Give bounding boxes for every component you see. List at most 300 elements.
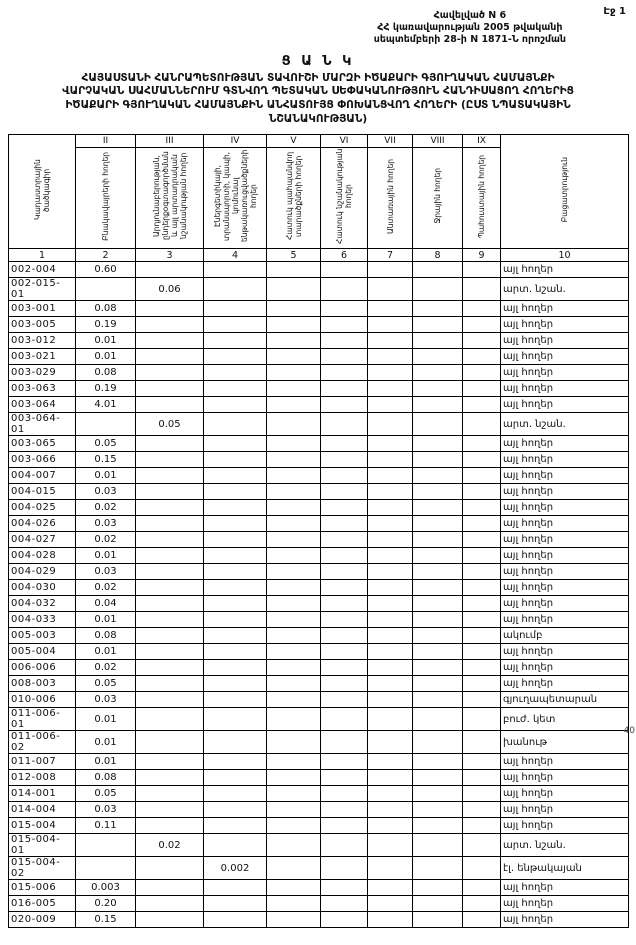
area-value-cell xyxy=(204,912,267,928)
area-value-cell xyxy=(267,912,321,928)
area-value-cell xyxy=(136,349,204,365)
area-value-cell xyxy=(368,834,413,857)
area-value-cell xyxy=(413,468,463,484)
area-value-cell xyxy=(267,548,321,564)
area-value-cell xyxy=(368,436,413,452)
explanation-cell: այլ հողեր xyxy=(501,397,629,413)
area-value-cell xyxy=(204,628,267,644)
column-number-row xyxy=(9,249,629,262)
cadastral-code-cell: 003-063 xyxy=(9,381,76,397)
area-value-cell xyxy=(321,857,368,880)
explanation-cell: այլ հողեր xyxy=(501,770,629,786)
area-value-cell xyxy=(204,397,267,413)
cadastral-code-cell: 011-007 xyxy=(9,754,76,770)
area-value-cell: 4.01 xyxy=(76,397,136,413)
table-row xyxy=(9,818,629,834)
explanation-cell: էլ. ենթակայան xyxy=(501,857,629,880)
explanation-cell: այլ հողեր xyxy=(501,333,629,349)
area-value-cell xyxy=(136,896,204,912)
area-value-cell xyxy=(413,301,463,317)
column-header-explanation xyxy=(501,135,629,249)
cadastral-code-cell: 014-001 xyxy=(9,786,76,802)
area-value-cell: 0.04 xyxy=(76,596,136,612)
area-value-cell xyxy=(463,516,501,532)
area-value-cell xyxy=(413,708,463,731)
table-row xyxy=(9,754,629,770)
area-value-cell xyxy=(76,834,136,857)
area-value-cell xyxy=(204,834,267,857)
area-value-cell xyxy=(321,708,368,731)
area-value-cell: 0.05 xyxy=(76,436,136,452)
area-value-cell xyxy=(267,802,321,818)
table-row xyxy=(9,301,629,317)
area-value-cell xyxy=(368,676,413,692)
area-value-cell xyxy=(204,731,267,754)
area-value-cell xyxy=(321,452,368,468)
cadastral-code-cell: 003-065 xyxy=(9,436,76,452)
subtitle-line: ՀԱՅԱՍՏԱՆԻ ՀԱՆՐԱՊԵՏՈՒԹՅԱՆ ՏԱՎՈՒՇԻ ՄԱՐԶԻ ԻԾԱՔԱՐԻ ԳՅՈՒՂԱԿԱՆ ՀԱՄԱՅՆՔԻ xyxy=(81,71,555,84)
area-value-cell xyxy=(321,802,368,818)
area-value-cell xyxy=(136,754,204,770)
column-number: 5 xyxy=(267,249,321,262)
area-value-cell xyxy=(267,896,321,912)
area-value-cell xyxy=(136,802,204,818)
area-value-cell: 0.01 xyxy=(76,731,136,754)
explanation-cell: այլ հողեր xyxy=(501,452,629,468)
area-value-cell xyxy=(267,660,321,676)
area-value-cell xyxy=(463,731,501,754)
cadastral-code-cell: 004-007 xyxy=(9,468,76,484)
area-value-cell xyxy=(204,365,267,381)
area-value-cell xyxy=(204,436,267,452)
area-value-cell xyxy=(463,692,501,708)
area-value-cell xyxy=(413,333,463,349)
area-value-cell xyxy=(204,676,267,692)
area-value-cell xyxy=(463,365,501,381)
area-value-cell xyxy=(267,333,321,349)
explanation-cell: այլ հողեր xyxy=(501,381,629,397)
explanation-cell: այլ հողեր xyxy=(501,564,629,580)
area-value-cell xyxy=(413,612,463,628)
margin-scan-artifact: 40 xyxy=(623,726,635,736)
area-value-cell xyxy=(204,262,267,278)
column-number: 3 xyxy=(136,249,204,262)
area-value-cell xyxy=(204,381,267,397)
area-value-cell xyxy=(321,596,368,612)
area-value-cell xyxy=(368,500,413,516)
table-row xyxy=(9,484,629,500)
cadastral-code-cell: 004-015 xyxy=(9,484,76,500)
area-value-cell xyxy=(136,365,204,381)
area-value-cell xyxy=(204,278,267,301)
area-value-cell xyxy=(368,381,413,397)
area-value-cell xyxy=(368,413,413,436)
table-row xyxy=(9,834,629,857)
area-value-cell xyxy=(321,436,368,452)
area-value-cell xyxy=(413,912,463,928)
area-value-cell xyxy=(204,532,267,548)
table-body xyxy=(9,262,629,928)
roman-numeral: IX xyxy=(463,135,501,148)
page-number: Էջ 1 xyxy=(603,6,626,17)
table-row xyxy=(9,912,629,928)
area-value-cell xyxy=(267,500,321,516)
roman-numeral: V xyxy=(267,135,321,148)
area-value-cell xyxy=(321,754,368,770)
area-value-cell xyxy=(413,381,463,397)
area-value-cell: 0.60 xyxy=(76,262,136,278)
cadastral-code-cell: 002-015-01 xyxy=(9,278,76,301)
area-value-cell xyxy=(267,692,321,708)
cadastral-code-cell: 014-004 xyxy=(9,802,76,818)
explanation-cell: արտ. նշան. xyxy=(501,278,629,301)
column-header-label: Ջրային հողեր xyxy=(433,168,442,224)
area-value-cell: 0.01 xyxy=(76,333,136,349)
table-row xyxy=(9,436,629,452)
column-header-label: Կադաստրային ծածկագիր xyxy=(33,159,51,221)
column-number: 4 xyxy=(204,249,267,262)
area-value-cell xyxy=(321,660,368,676)
table-row xyxy=(9,770,629,786)
explanation-cell: արտ. նշան. xyxy=(501,413,629,436)
area-value-cell xyxy=(368,912,413,928)
area-value-cell xyxy=(463,532,501,548)
area-value-cell xyxy=(368,564,413,580)
area-value-cell xyxy=(267,834,321,857)
area-value-cell xyxy=(267,262,321,278)
cadastral-code-cell: 003-029 xyxy=(9,365,76,381)
area-value-cell xyxy=(368,468,413,484)
area-value-cell xyxy=(204,564,267,580)
area-value-cell xyxy=(204,786,267,802)
table-row xyxy=(9,676,629,692)
cadastral-code-cell: 003-064-01 xyxy=(9,413,76,436)
column-header-label: Էներգետիկայի, տրանսպորտի, կապի, կոմունալ ենթակառուցվածքների հողեր xyxy=(212,149,258,243)
area-value-cell xyxy=(321,564,368,580)
area-value-cell xyxy=(463,644,501,660)
area-value-cell xyxy=(76,278,136,301)
area-value-cell xyxy=(267,468,321,484)
land-transfer-table xyxy=(8,134,629,928)
area-value-cell xyxy=(413,413,463,436)
area-value-cell xyxy=(204,468,267,484)
area-value-cell xyxy=(413,754,463,770)
roman-numeral: VII xyxy=(368,135,413,148)
cadastral-code-cell: 002-004 xyxy=(9,262,76,278)
cadastral-code-cell: 011-006-02 xyxy=(9,731,76,754)
table-row xyxy=(9,580,629,596)
area-value-cell xyxy=(321,548,368,564)
table-row xyxy=(9,596,629,612)
explanation-cell: այլ հողեր xyxy=(501,644,629,660)
area-value-cell xyxy=(413,731,463,754)
area-value-cell xyxy=(463,802,501,818)
area-value-cell xyxy=(136,301,204,317)
area-value-cell xyxy=(321,580,368,596)
area-value-cell xyxy=(267,644,321,660)
column-number: 10 xyxy=(501,249,629,262)
area-value-cell xyxy=(267,317,321,333)
area-value-cell xyxy=(136,580,204,596)
table-row xyxy=(9,802,629,818)
area-value-cell xyxy=(204,580,267,596)
column-header-reserve-lands xyxy=(463,148,501,249)
area-value-cell xyxy=(267,880,321,896)
area-value-cell xyxy=(267,349,321,365)
explanation-cell: այլ հողեր xyxy=(501,317,629,333)
roman-numeral: II xyxy=(76,135,136,148)
document-title: Ց Ա Ն Կ xyxy=(281,53,355,69)
area-value-cell xyxy=(321,333,368,349)
subtitle-line: ՎԱՐՉԱԿԱՆ ՍԱՀՄԱՆՆԵՐՈՒՄ ԳՏՆՎՈՂ ՊԵՏԱԿԱՆ ՍԵՓԱԿԱՆՈՒԹՅՈՒՆ ՀԱՆԴԻՍԱՑՈՂ ՀՈՂԵՐԻՑ xyxy=(62,85,574,98)
area-value-cell xyxy=(413,596,463,612)
area-value-cell xyxy=(368,802,413,818)
area-value-cell xyxy=(136,880,204,896)
area-value-cell xyxy=(368,397,413,413)
area-value-cell xyxy=(413,262,463,278)
area-value-cell xyxy=(463,333,501,349)
explanation-cell: այլ հողեր xyxy=(501,468,629,484)
explanation-cell: այլ հողեր xyxy=(501,786,629,802)
cadastral-code-cell: 020-009 xyxy=(9,912,76,928)
area-value-cell xyxy=(413,857,463,880)
explanation-cell: այլ հողեր xyxy=(501,596,629,612)
table-row xyxy=(9,278,629,301)
area-value-cell xyxy=(267,612,321,628)
area-value-cell xyxy=(368,731,413,754)
subtitle-line: ՆՇԱՆԱԿՈՒԹՅԱՆ) xyxy=(268,112,368,125)
area-value-cell xyxy=(136,484,204,500)
area-value-cell xyxy=(267,731,321,754)
area-value-cell xyxy=(321,500,368,516)
explanation-cell: այլ հողեր xyxy=(501,912,629,928)
explanation-cell: այլ հողեր xyxy=(501,580,629,596)
annex-line: սեպտեմբերի 28-ի N 1871-Ն որոշման xyxy=(373,33,566,45)
area-value-cell: 0.002 xyxy=(204,857,267,880)
area-value-cell xyxy=(321,770,368,786)
area-value-cell xyxy=(267,452,321,468)
area-value-cell xyxy=(136,532,204,548)
area-value-cell xyxy=(368,692,413,708)
column-header-special-purpose-lands xyxy=(321,148,368,249)
area-value-cell xyxy=(413,397,463,413)
area-value-cell xyxy=(463,436,501,452)
area-value-cell xyxy=(267,532,321,548)
table-row xyxy=(9,262,629,278)
area-value-cell: 0.05 xyxy=(136,413,204,436)
area-value-cell xyxy=(463,262,501,278)
area-value-cell xyxy=(321,468,368,484)
area-value-cell: 0.03 xyxy=(76,564,136,580)
area-value-cell xyxy=(368,548,413,564)
area-value-cell: 0.05 xyxy=(76,676,136,692)
table-row xyxy=(9,896,629,912)
table-row xyxy=(9,381,629,397)
column-number: 1 xyxy=(9,249,76,262)
area-value-cell: 0.03 xyxy=(76,802,136,818)
area-value-cell xyxy=(204,484,267,500)
area-value-cell: 0.08 xyxy=(76,770,136,786)
area-value-cell: 0.01 xyxy=(76,349,136,365)
area-value-cell xyxy=(136,333,204,349)
area-value-cell xyxy=(413,834,463,857)
area-value-cell: 0.02 xyxy=(136,834,204,857)
area-value-cell xyxy=(321,912,368,928)
area-value-cell xyxy=(136,818,204,834)
area-value-cell xyxy=(368,317,413,333)
area-value-cell xyxy=(136,381,204,397)
area-value-cell xyxy=(413,802,463,818)
area-value-cell: 0.02 xyxy=(76,532,136,548)
area-value-cell xyxy=(136,596,204,612)
area-value-cell xyxy=(267,754,321,770)
cadastral-code-cell: 003-012 xyxy=(9,333,76,349)
table-row xyxy=(9,452,629,468)
area-value-cell xyxy=(413,660,463,676)
area-value-cell xyxy=(463,381,501,397)
explanation-cell: այլ հողեր xyxy=(501,500,629,516)
area-value-cell xyxy=(413,452,463,468)
area-value-cell: 0.01 xyxy=(76,644,136,660)
cadastral-code-cell: 004-032 xyxy=(9,596,76,612)
area-value-cell xyxy=(321,484,368,500)
area-value-cell xyxy=(321,262,368,278)
explanation-cell: այլ հողեր xyxy=(501,532,629,548)
table-row xyxy=(9,317,629,333)
area-value-cell xyxy=(463,468,501,484)
area-value-cell: 0.02 xyxy=(76,500,136,516)
area-value-cell xyxy=(204,802,267,818)
cadastral-code-cell: 003-005 xyxy=(9,317,76,333)
column-number: 8 xyxy=(413,249,463,262)
subtitle-line: ԻԾԱՔԱՐԻ ԳՅՈՒՂԱԿԱՆ ՀԱՄԱՅՆՔԻՆ ԱՆՀԱՏՈՒՅՑ ՓՈԽԱՆՑՎՈՂ ՀՈՂԵՐԻ (ԸՍՏ ՆՊԱՏԱԿԱՅԻՆ xyxy=(65,98,571,111)
area-value-cell xyxy=(368,857,413,880)
roman-numeral: IV xyxy=(204,135,267,148)
area-value-cell xyxy=(267,278,321,301)
area-value-cell: 0.01 xyxy=(76,708,136,731)
area-value-cell xyxy=(463,857,501,880)
area-value-cell xyxy=(463,628,501,644)
area-value-cell xyxy=(413,365,463,381)
table-row xyxy=(9,880,629,896)
cadastral-code-cell: 003-001 xyxy=(9,301,76,317)
area-value-cell xyxy=(267,365,321,381)
cadastral-code-cell: 015-004 xyxy=(9,818,76,834)
column-header-protected-lands xyxy=(267,148,321,249)
area-value-cell xyxy=(463,413,501,436)
area-value-cell xyxy=(413,818,463,834)
area-value-cell xyxy=(321,834,368,857)
table-row xyxy=(9,548,629,564)
table-row xyxy=(9,397,629,413)
area-value-cell xyxy=(321,397,368,413)
area-value-cell xyxy=(463,580,501,596)
area-value-cell xyxy=(321,612,368,628)
area-value-cell xyxy=(413,896,463,912)
area-value-cell xyxy=(368,365,413,381)
area-value-cell: 0.19 xyxy=(76,381,136,397)
explanation-cell: այլ հողեր xyxy=(501,262,629,278)
area-value-cell xyxy=(463,301,501,317)
cadastral-code-cell: 003-021 xyxy=(9,349,76,365)
area-value-cell: 0.02 xyxy=(76,580,136,596)
area-value-cell xyxy=(321,365,368,381)
area-value-cell xyxy=(463,564,501,580)
area-value-cell xyxy=(136,262,204,278)
cadastral-code-cell: 010-006 xyxy=(9,692,76,708)
area-value-cell xyxy=(204,660,267,676)
table-row xyxy=(9,731,629,754)
area-value-cell xyxy=(267,484,321,500)
table-row xyxy=(9,644,629,660)
explanation-cell: այլ հողեր xyxy=(501,612,629,628)
area-value-cell xyxy=(136,857,204,880)
area-value-cell: 0.01 xyxy=(76,548,136,564)
area-value-cell xyxy=(321,731,368,754)
area-value-cell xyxy=(463,880,501,896)
cadastral-code-cell: 003-066 xyxy=(9,452,76,468)
area-value-cell xyxy=(413,692,463,708)
area-value-cell xyxy=(368,754,413,770)
cadastral-code-cell: 003-064 xyxy=(9,397,76,413)
area-value-cell xyxy=(204,692,267,708)
cadastral-code-cell: 004-030 xyxy=(9,580,76,596)
area-value-cell xyxy=(204,896,267,912)
area-value-cell xyxy=(76,857,136,880)
table-row xyxy=(9,660,629,676)
explanation-cell: այլ հողեր xyxy=(501,880,629,896)
column-header-label: Արդյունաբերության, ընդերքօգտագործման և այլ արտադրական նշանակության հողեր xyxy=(151,151,188,241)
area-value-cell xyxy=(136,452,204,468)
area-value-cell xyxy=(136,644,204,660)
area-value-cell xyxy=(321,676,368,692)
column-number: 2 xyxy=(76,249,136,262)
area-value-cell xyxy=(413,786,463,802)
column-number: 6 xyxy=(321,249,368,262)
column-header-label: Բնակավայրերի հողեր xyxy=(101,151,110,241)
explanation-cell: այլ հողեր xyxy=(501,676,629,692)
area-value-cell xyxy=(463,452,501,468)
area-value-cell xyxy=(321,516,368,532)
area-value-cell: 0.03 xyxy=(76,516,136,532)
area-value-cell xyxy=(136,612,204,628)
area-value-cell: 0.03 xyxy=(76,692,136,708)
explanation-cell: այլ հողեր xyxy=(501,754,629,770)
area-value-cell xyxy=(463,912,501,928)
area-value-cell xyxy=(267,676,321,692)
table-row xyxy=(9,349,629,365)
area-value-cell xyxy=(204,452,267,468)
area-value-cell xyxy=(463,278,501,301)
area-value-cell xyxy=(368,278,413,301)
area-value-cell xyxy=(368,628,413,644)
area-value-cell xyxy=(368,596,413,612)
table-row xyxy=(9,628,629,644)
area-value-cell xyxy=(204,413,267,436)
document-subtitle xyxy=(0,72,636,127)
area-value-cell: 0.08 xyxy=(76,628,136,644)
area-value-cell xyxy=(413,676,463,692)
area-value-cell xyxy=(321,413,368,436)
area-value-cell xyxy=(368,660,413,676)
area-value-cell xyxy=(136,516,204,532)
cadastral-code-cell: 015-006 xyxy=(9,880,76,896)
area-value-cell xyxy=(267,596,321,612)
area-value-cell xyxy=(136,548,204,564)
area-value-cell xyxy=(321,381,368,397)
area-value-cell xyxy=(463,484,501,500)
table-row xyxy=(9,857,629,880)
